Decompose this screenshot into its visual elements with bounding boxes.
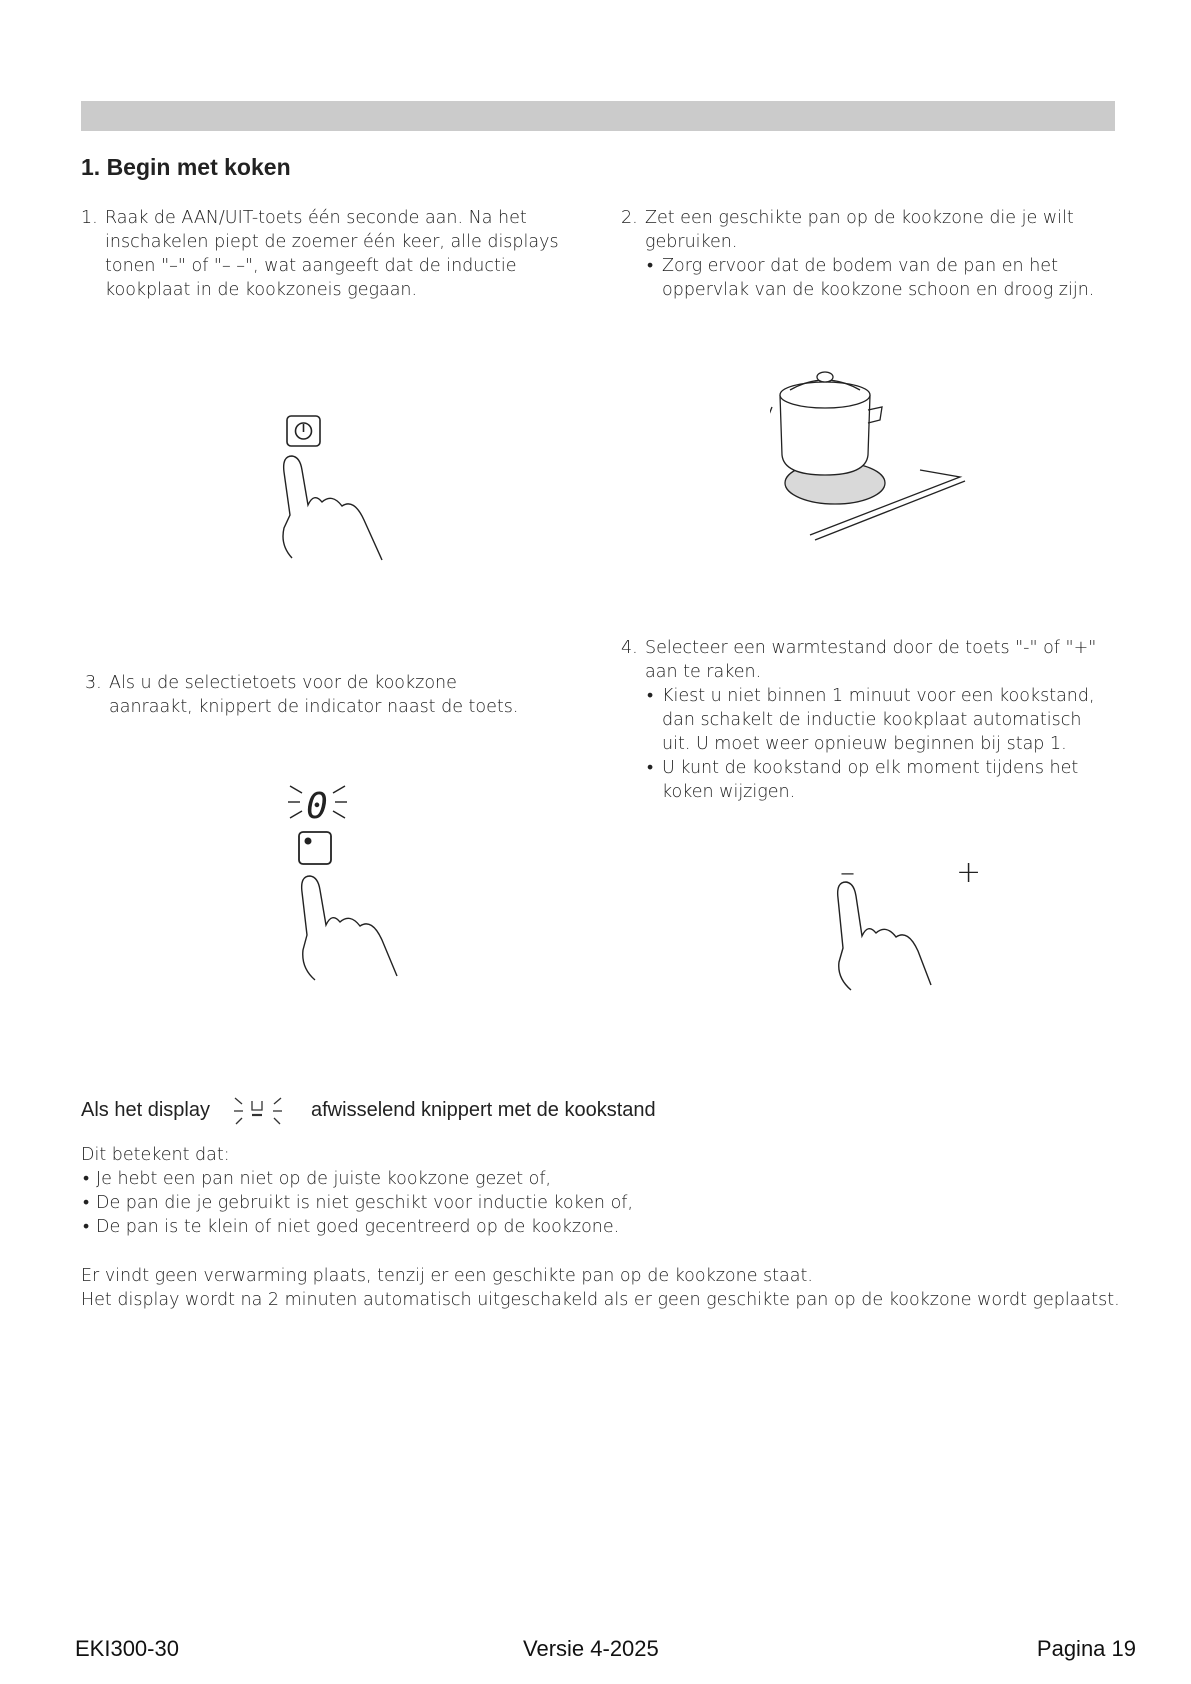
pot-on-cooktop-illustration [770,365,970,545]
step-text: Als u de selectietoets voor de kookzone aanraakt, knippert de indicator naast de toets. [109,673,519,717]
step-number: 1. [81,208,98,228]
display-note-before: Als het display [81,1099,210,1121]
step-text: Raak de AAN/UIT-toets één seconde aan. Na het inschakelen piept de zoemer één keer, alle displays tonen "–" of "– –", wat aangeeft dat de inductie kookplaat in de kookzoneis gegaan. [105,208,559,300]
step-text: Zet een geschikte pan op de kookzone die je wilt gebruiken. [645,208,1074,252]
select-button-icon [299,832,331,864]
step-text: Selecteer een warmtestand door de toets "-" of "+" aan te raken. [645,638,1097,682]
note-text: Het display wordt na 2 minuten automatisch uitgeschakeld als er geen geschikte pan op de kookzone wordt geplaatst. [81,1290,1120,1310]
plus-key: + [956,855,982,890]
hand-on-minus-illustration [825,870,945,995]
hand-icon [283,456,382,560]
step-1 [81,206,560,302]
step-3 [85,671,529,719]
minus-key: – [840,855,855,890]
meaning-list [81,1143,1121,1239]
power-button-illustration [270,410,400,570]
display-digit: 0 [306,786,328,827]
meaning-bullet: • Je hebt een pan niet op de juiste kookzone gezet of, [81,1167,1121,1191]
step-bullet: • Zorg ervoor dat de bodem van de pan en het oppervlak van de kookzone schoon en droog zijn. [645,254,1105,302]
pan-missing-display-icon [232,1095,284,1129]
step-number: 4. [621,638,638,658]
step-number: 2. [621,208,638,228]
step-2 [621,206,1105,302]
header-bar [81,101,1115,131]
hand-icon [838,882,931,990]
meaning-bullet: • De pan die je gebruikt is niet geschikt voor inductie koken of, [81,1191,1121,1215]
step-bullet: • U kunt de kookstand op elk moment tijdens het koken wijzigen. [645,756,1115,804]
step-bullet: • Kiest u niet binnen 1 minuut voor een kookstand, dan schakelt de inductie kookplaat automatisch uit. U moet weer opnieuw beginnen bij stap 1. [645,684,1115,756]
pot-icon [770,372,965,540]
footer-page-number: Pagina 19 [1036,1636,1136,1661]
note-text: Er vindt geen verwarming plaats, tenzij er een geschikte pan op de kookzone staat. [81,1266,813,1286]
section-title: 1. Begin met koken [81,154,291,180]
power-icon [287,416,320,446]
display-note-after: afwisselend knippert met de kookstand [311,1099,656,1121]
footer-model: EKI300-30 [75,1636,179,1661]
step-number: 3. [85,673,102,693]
select-button-illustration [285,780,415,985]
step-4 [621,636,1115,804]
hand-icon [302,876,397,980]
notes [81,1264,1131,1312]
meaning-bullet: • De pan is te klein of niet goed gecentreerd op de kookzone. [81,1215,1121,1239]
meaning-intro: Dit betekent dat: [81,1145,230,1165]
footer-version: Versie 4-2025 [523,1636,659,1661]
